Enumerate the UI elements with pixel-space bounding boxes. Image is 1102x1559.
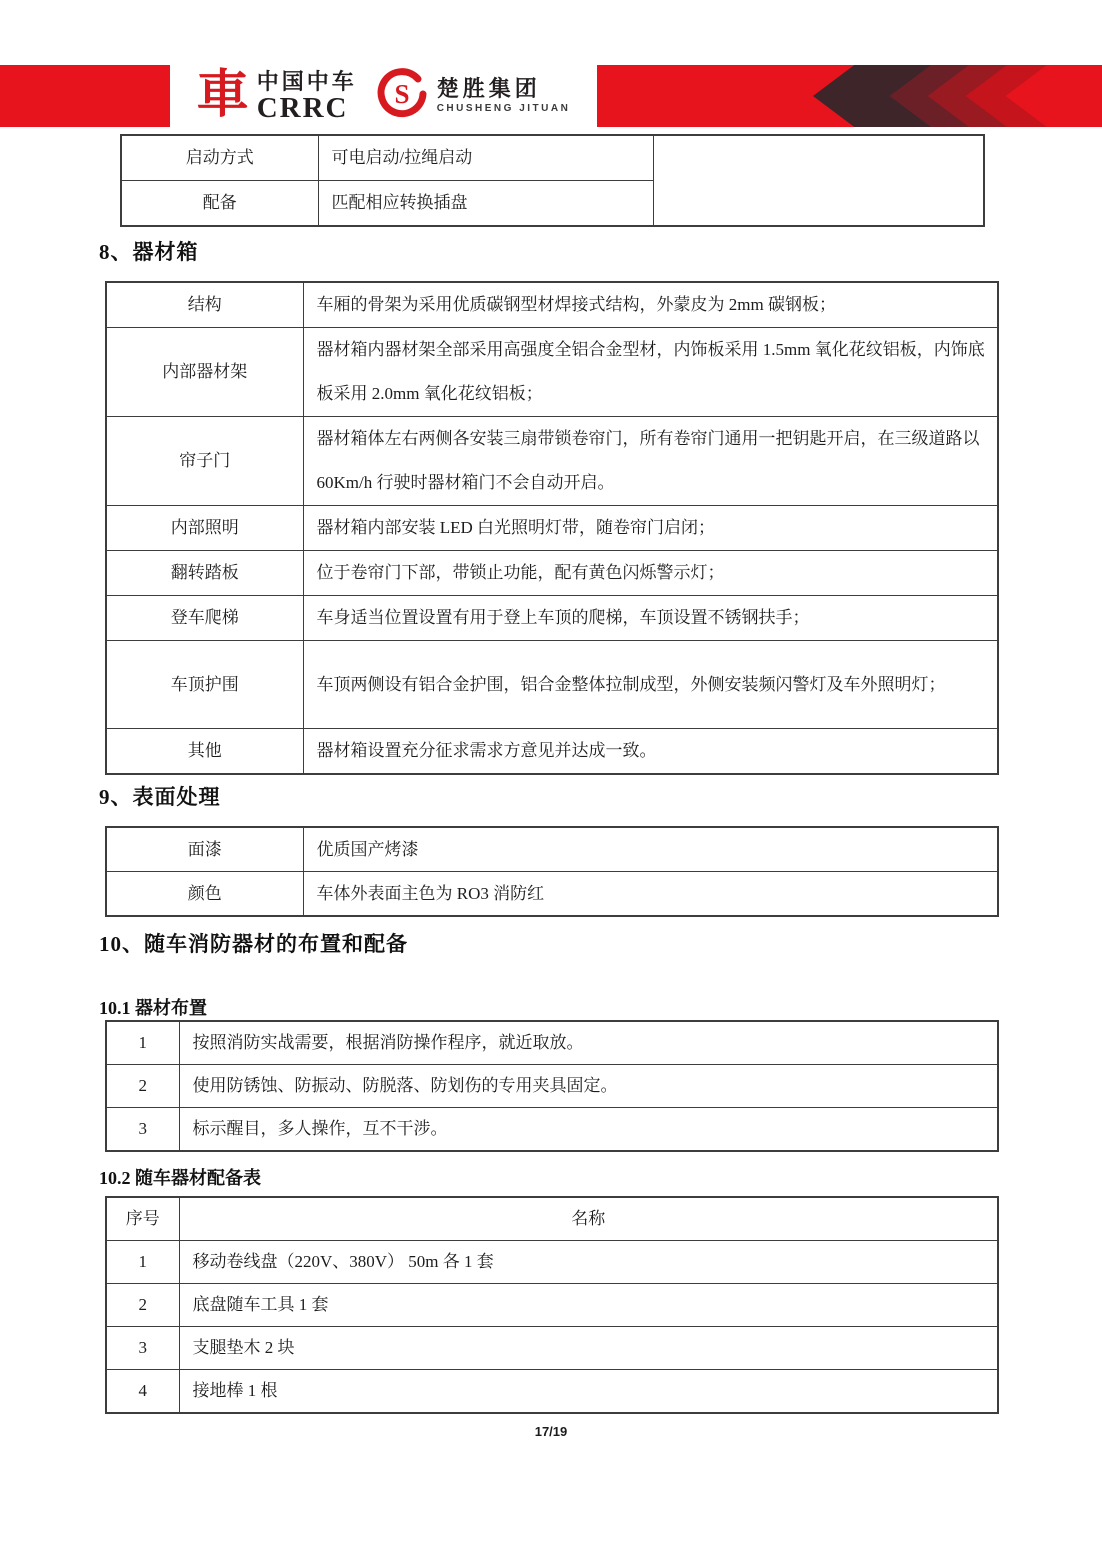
- spec-value: 匹配相应转换插盘: [318, 181, 653, 227]
- row-text: 接地棒 1 根: [179, 1370, 998, 1414]
- table-row: [106, 417, 998, 506]
- spec-label: 翻转踏板: [106, 551, 303, 596]
- row-number: 1: [106, 1021, 179, 1065]
- table-row: [106, 1065, 998, 1108]
- section-10-title: 10、随车消防器材的布置和配备: [99, 932, 408, 956]
- chusheng-cn-label: 楚胜集团: [436, 76, 541, 101]
- surface-finish-table: [105, 826, 999, 917]
- table-row: [106, 1327, 998, 1370]
- spec-label: 登车爬梯: [106, 596, 303, 641]
- row-number: 3: [106, 1108, 179, 1152]
- spec-value: 车厢的骨架为采用优质碳钢型材焊接式结构，外蒙皮为 2mm 碳钢板；: [303, 282, 998, 328]
- svg-text:S: S: [394, 78, 410, 109]
- table-row: [106, 1370, 998, 1414]
- row-text: 使用防锈蚀、防振动、防脱落、防划伤的专用夹具固定。: [179, 1065, 998, 1108]
- table-row: [106, 1108, 998, 1152]
- section-9-title: 9、表面处理: [99, 785, 221, 809]
- section-10-2-title: 10.2 随车器材配备表: [99, 1168, 261, 1188]
- onboard-equipment-table: [105, 1196, 999, 1414]
- table-row: [106, 827, 998, 872]
- table-header-row: [106, 1197, 998, 1241]
- row-number: 1: [106, 1241, 179, 1284]
- table-row: [106, 328, 998, 417]
- row-text: 移动卷线盘（220V、380V） 50m 各 1 套: [179, 1241, 998, 1284]
- row-text: 支腿垫木 2 块: [179, 1327, 998, 1370]
- section-8-title: 8、器材箱: [99, 240, 199, 264]
- section-10-1-title: 10.1 器材布置: [99, 998, 207, 1018]
- spec-label: 结构: [106, 282, 303, 328]
- crrc-train-icon: 車: [196, 67, 249, 124]
- table-row: [106, 506, 998, 551]
- column-header-no: 序号: [106, 1197, 179, 1241]
- row-number: 3: [106, 1327, 179, 1370]
- spec-value: 可电启动/拉绳启动: [318, 135, 653, 181]
- row-number: 2: [106, 1065, 179, 1108]
- carryover-spec-table: [120, 134, 985, 227]
- equipment-layout-table: [105, 1020, 999, 1152]
- table-row: [106, 729, 998, 775]
- spec-value: 器材箱内部安装 LED 白光照明灯带，随卷帘门启闭；: [303, 506, 998, 551]
- logo-strip: [170, 59, 597, 133]
- row-text: 底盘随车工具 1 套: [179, 1284, 998, 1327]
- spec-label: 其他: [106, 729, 303, 775]
- page-number: 17/19: [534, 1424, 568, 1439]
- spec-value: 车体外表面主色为 RO3 消防红: [303, 872, 998, 917]
- table-row: [106, 1241, 998, 1284]
- chusheng-ring-icon: [375, 67, 429, 126]
- table-row: [106, 596, 998, 641]
- table-row: [106, 551, 998, 596]
- spec-label: 启动方式: [121, 135, 318, 181]
- spec-label: 内部器材架: [106, 328, 303, 417]
- row-text: 按照消防实战需要，根据消防操作程序，就近取放。: [179, 1021, 998, 1065]
- chusheng-en-label: CHUSHENG JITUAN: [436, 103, 571, 114]
- spec-label: 车顶护围: [106, 641, 303, 729]
- spec-label: 面漆: [106, 827, 303, 872]
- row-number: 4: [106, 1370, 179, 1414]
- spec-label: 帘子门: [106, 417, 303, 506]
- spec-value: 车顶两侧设有铝合金护围，铝合金整体拉制成型，外侧安装频闪警灯及车外照明灯；: [303, 641, 998, 729]
- table-row: [106, 1284, 998, 1327]
- spec-value: 位于卷帘门下部，带锁止功能，配有黄色闪烁警示灯；: [303, 551, 998, 596]
- crrc-cn-label: 中国中车: [256, 69, 357, 94]
- banner-left-red: [0, 65, 170, 127]
- table-row: [121, 135, 984, 181]
- table-row: [106, 1021, 998, 1065]
- chusheng-logo: [375, 67, 571, 126]
- crrc-logo: [196, 67, 357, 124]
- spec-label: 颜色: [106, 872, 303, 917]
- spec-value: 优质国产烤漆: [303, 827, 998, 872]
- spec-label: 配备: [121, 181, 318, 227]
- table-row: [106, 641, 998, 729]
- header-banner: [0, 65, 1102, 127]
- row-number: 2: [106, 1284, 179, 1327]
- empty-merged-cell: [653, 135, 984, 226]
- table-row: [106, 282, 998, 328]
- crrc-en-label: CRRC: [256, 92, 349, 124]
- row-text: 标示醒目，多人操作，互不干涉。: [179, 1108, 998, 1152]
- equipment-box-table: [105, 281, 999, 775]
- spec-value: 器材箱体左右两侧各安装三扇带锁卷帘门，所有卷帘门通用一把钥匙开启，在三级道路以 60Km/h 行驶时器材箱门不会自动开启。: [303, 417, 998, 506]
- spec-value: 器材箱内器材架全部采用高强度全铝合金型材，内饰板采用 1.5mm 氧化花纹铝板，内饰底板采用 2.0mm 氧化花纹铝板；: [303, 328, 998, 417]
- banner-right-red: [597, 65, 1102, 127]
- column-header-name: 名称: [179, 1197, 998, 1241]
- spec-value: 器材箱设置充分征求需求方意见并达成一致。: [303, 729, 998, 775]
- table-row: [106, 872, 998, 917]
- spec-label: 内部照明: [106, 506, 303, 551]
- spec-value: 车身适当位置设置有用于登上车顶的爬梯，车顶设置不锈钢扶手；: [303, 596, 998, 641]
